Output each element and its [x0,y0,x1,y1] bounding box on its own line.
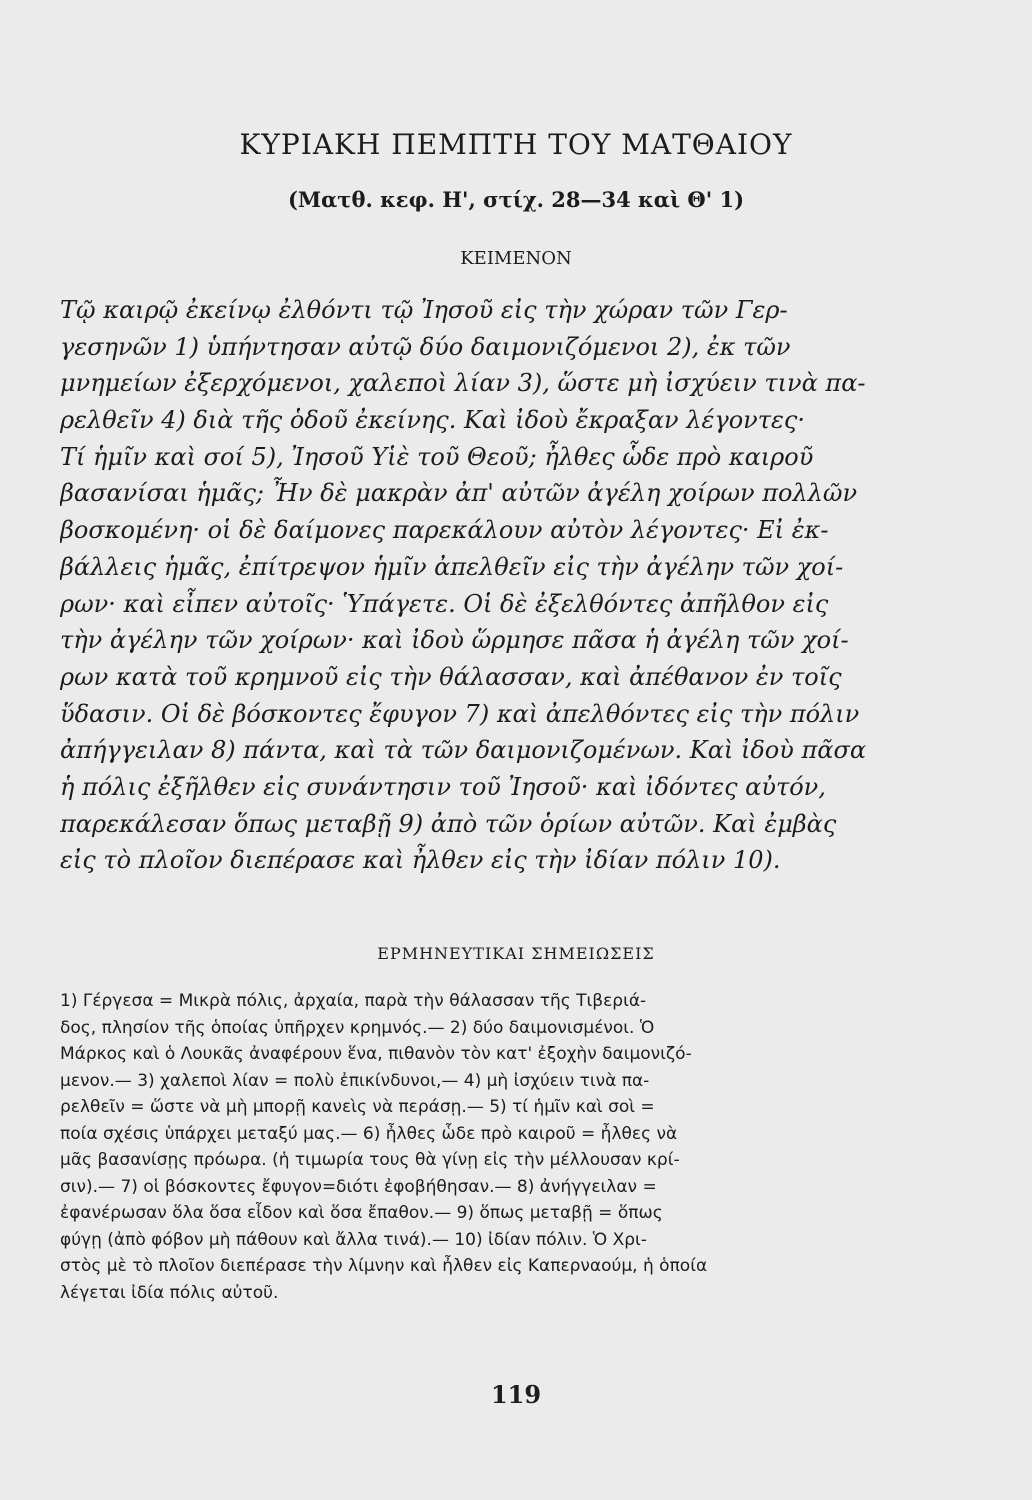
text-line: παρεκάλεσαν ὅπως μεταβῇ 9) ἀπὸ τῶν ὁρίων αὐτῶν. Καὶ ἐμβὰς [60,809,837,838]
section-heading: ΚΕΙΜΕΝΟΝ [460,248,572,269]
text-line: βάλλεις ἡμᾶς, ἐπίτρεψον ἡμῖν ἀπελθεῖν εἰς τὴν ἀγέλην τῶν χοί- [60,552,844,581]
note-line: φύγῃ (ἀπὸ φόβον μὴ πάθουν καὶ ἄλλα τινά).— 10) ἰδίαν πόλιν. Ὁ Χρι- [60,1229,647,1250]
note-line: λέγεται ἰδία πόλις αὐτοῦ. [60,1282,279,1303]
note-line: στὸς μὲ τὸ πλοῖον διεπέρασε τὴν λίμνην καὶ ἦλθεν εἰς Καπερναούμ, ἡ ὁποία [60,1256,708,1276]
text-line: βοσκομένη· οἱ δὲ δαίμονες παρεκάλουν αὐτὸν λέγοντες· Εἰ ἐκ- [60,516,829,545]
scripture-reference: (Ματθ. κεφ. Η', στίχ. 28—34 καὶ Θ' 1) [287,187,745,212]
text-line: γεσηνῶν 1) ὑπήντησαν αὐτῷ δύο δαιμονιζόμενοι 2), ἐκ τῶν [60,332,791,361]
note-line: μᾶς βασανίσῃς πρόωρα. (ἡ τιμωρία τους θὰ γίνῃ εἰς τὴν μέλλουσαν κρί- [60,1150,680,1170]
page-title: ΚΥΡΙΑΚΗ ΠΕΜΠΤΗ ΤΟΥ ΜΑΤΘΑΙΟΥ [239,128,793,161]
text-line: ρων· καὶ εἶπεν αὐτοῖς· Ὑπάγετε. Οἱ δὲ ἐξελθόντες ἀπῆλθον εἰς [60,589,829,618]
text-line: ἀπήγγειλαν 8) πάντα, καὶ τὰ τῶν δαιμονιζομένων. Καὶ ἰδοὺ πᾶσα [60,736,867,765]
text-line: μνημείων ἐξερχόμενοι, χαλεποὶ λίαν 3), ὥστε μὴ ἰσχύειν τινὰ πα- [60,369,866,398]
note-line: ἐφανέρωσαν ὅλα ὅσα εἶδον καὶ ὅσα ἔπαθον.— 9) ὅπως μεταβῇ = ὅπως [60,1203,663,1223]
text-line: ρελθεῖν 4) διὰ τῆς ὁδοῦ ἐκείνης. Καὶ ἰδοὺ ἔκραξαν λέγοντες· [60,406,805,435]
text-line: Τῷ καιρῷ ἐκείνῳ ἐλθόντι τῷ Ἰησοῦ εἰς τὴν χώραν τῶν Γερ- [60,296,788,324]
notes-heading: ΕΡΜΗΝΕΥΤΙΚΑΙ ΣΗΜΕΙΩΣΕΙΣ [377,944,655,963]
scripture-text [60,292,972,879]
note-line: ρελθεῖν = ὥστε νὰ μὴ μπορῇ κανεὶς νὰ περάσῃ.— 5) τί ἡμῖν καὶ σοὶ = [60,1097,655,1117]
note-line: Μάρκος καὶ ὁ Λουκᾶς ἀναφέρουν ἕνα, πιθανὸν τὸν κατ' ἐξοχὴν δαιμονιζό- [60,1044,692,1064]
text-line: εἰς τὸ πλοῖον διεπέρασε καὶ ἦλθεν εἰς τὴν ἰδίαν πόλιν 10). [60,846,781,875]
text-line: Τί ἡμῖν καὶ σοί 5), Ἰησοῦ Υἱὲ τοῦ Θεοῦ; ἦλθες ὧδε πρὸ καιροῦ [60,442,814,471]
text-line: τὴν ἀγέλην τῶν χοίρων· καὶ ἰδοὺ ὥρμησε πᾶσα ἡ ἀγέλη τῶν χοί- [60,626,849,655]
text-line: βασανίσαι ἡμᾶς; Ἦν δὲ μακρὰν ἀπ' αὐτῶν ἀγέλη χοίρων πολλῶν [60,479,858,508]
page-number: 119 [490,1380,542,1409]
text-line: ὕδασιν. Οἱ δὲ βόσκοντες ἔφυγον 7) καὶ ἀπελθόντες εἰς τὴν πόλιν [60,699,860,728]
note-line: δος, πλησίον τῆς ὁποίας ὑπῆρχεν κρημνός.— 2) δύο δαιμονισμένοι. Ὁ [60,1017,655,1038]
note-line: μενον.— 3) χαλεποὶ λίαν = πολὺ ἐπικίνδυνοι,— 4) μὴ ἰσχύειν τινὰ πα- [60,1070,650,1091]
note-line: σιν).— 7) οἱ βόσκοντες ἔφυγον=διότι ἐφοβήθησαν.— 8) ἀνήγγειλαν = [60,1176,657,1197]
interpretive-notes [60,988,972,1306]
text-line: ἡ πόλις ἐξῆλθεν εἰς συνάντησιν τοῦ Ἰησοῦ· καὶ ἰδόντες αὐτόν, [60,772,826,801]
note-line: 1) Γέργεσα = Μικρὰ πόλις, ἀρχαία, παρὰ τὴν θάλασσαν τῆς Τιβεριά- [60,991,647,1011]
text-line: ρων κατὰ τοῦ κρημνοῦ εἰς τὴν θάλασσαν, καὶ ἀπέθανον ἐν τοῖς [60,662,842,691]
note-line: ποία σχέσις ὑπάρχει μεταξύ μας.— 6) ἦλθες ὧδε πρὸ καιροῦ = ἦλθες νὰ [60,1123,678,1144]
